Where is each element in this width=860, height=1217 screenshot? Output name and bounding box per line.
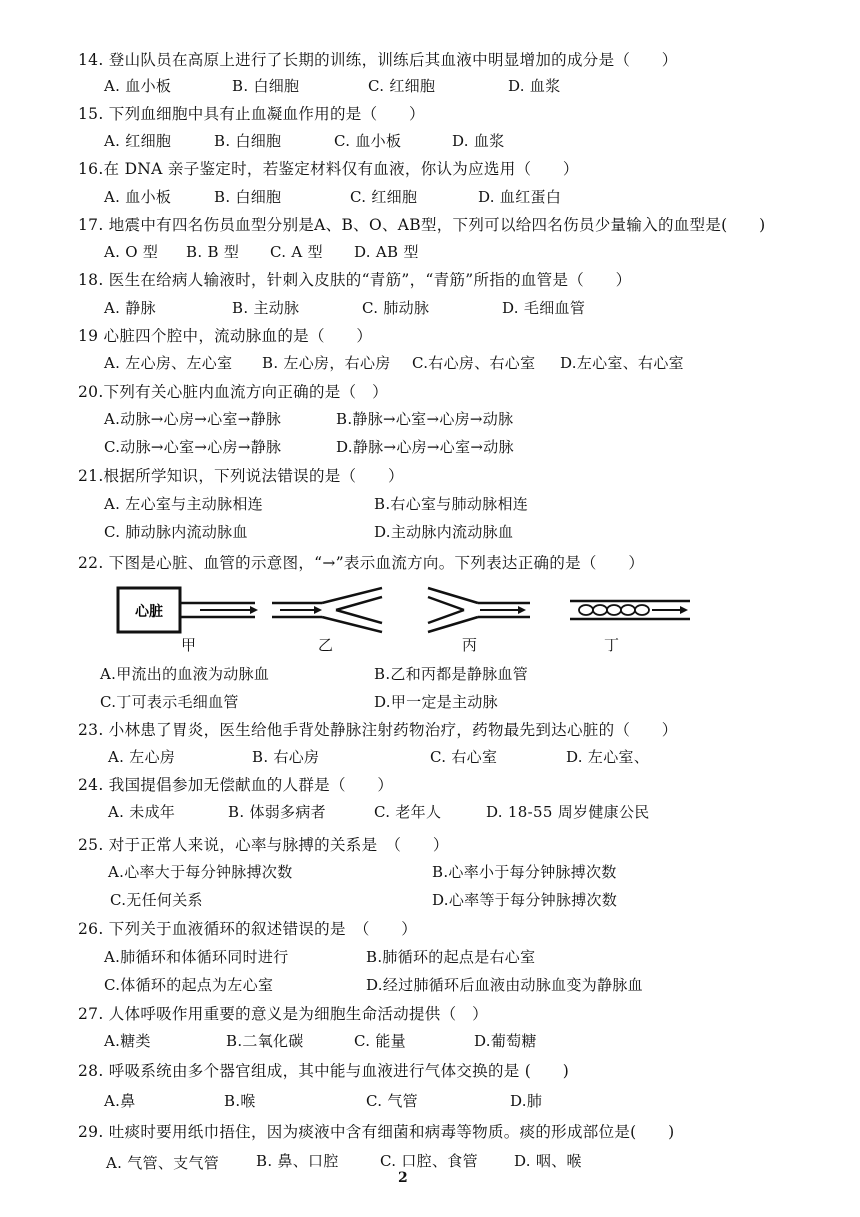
q26-option-c: C.体循环的起点为左心室	[104, 976, 274, 994]
q16-option-c: C. 红细胞	[350, 188, 418, 206]
q29-option-a: A. 气管、支气管	[106, 1154, 220, 1172]
q19-option-c: C.右心房、右心室	[412, 354, 536, 372]
figure-yi	[272, 588, 382, 632]
q25-option-b: B.心率小于每分钟脉搏次数	[432, 863, 617, 881]
figure-jia	[118, 588, 258, 632]
q26-option-a: A.肺循环和体循环同时进行	[104, 948, 289, 966]
q23-option-b: B. 右心房	[252, 748, 320, 766]
q29-option-d: D. 咽、喉	[514, 1152, 582, 1170]
q28-option-a: A.鼻	[104, 1092, 136, 1110]
q17-option-b: B. B 型	[186, 243, 240, 261]
question-17: 17. 地震中有四名伤员血型分别是A、B、O、AB型，下列可以给四名伤员少量输入的血型是( )	[78, 216, 766, 234]
question-29: 29. 吐痰时要用纸巾捂住，因为痰液中含有细菌和病毒等物质。痰的形成部位是( )	[78, 1123, 675, 1141]
q24-option-a: A. 未成年	[108, 803, 176, 821]
heart-label: 心脏	[135, 604, 163, 620]
question-25: 25. 对于正常人来说，心率与脉搏的关系是 （ ）	[78, 836, 449, 854]
question-18: 18. 医生在给病人输液时，针刺入皮肤的“青筋”，“青筋”所指的血管是（ ）	[78, 271, 632, 289]
q24-option-b: B. 体弱多病者	[228, 803, 326, 821]
question-24: 24. 我国提倡参加无偿献血的人群是（ ）	[78, 776, 394, 794]
q15-option-b: B. 白细胞	[214, 132, 282, 150]
q24-option-d: D. 18-55 周岁健康公民	[486, 803, 650, 821]
question-14: 14. 登山队员在高原上进行了长期的训练，训练后其血液中明显增加的成分是（ ）	[78, 51, 678, 69]
q17-option-d: D. AB 型	[354, 243, 419, 261]
figure-label-jia: 甲	[181, 636, 197, 654]
q16-option-d: D. 血红蛋白	[478, 188, 562, 206]
question-26: 26. 下列关于血液循环的叙述错误的是 （ ）	[78, 920, 418, 938]
q15-option-d: D. 血浆	[452, 132, 505, 150]
q25-option-d: D.心率等于每分钟脉搏次数	[432, 891, 618, 909]
figure-ding	[570, 601, 690, 619]
q27-option-a: A.糖类	[104, 1032, 151, 1050]
q19-option-a: A. 左心房、左心室	[104, 354, 233, 372]
q15-option-c: C. 血小板	[334, 132, 402, 150]
q28-option-b: B.喉	[224, 1092, 256, 1110]
question-22: 22. 下图是心脏、血管的示意图，“→”表示血流方向。下列表达正确的是（ ）	[78, 554, 645, 572]
question-16: 16.在 DNA 亲子鉴定时，若鉴定材料仅有血液，你认为应选用（ ）	[78, 160, 579, 178]
q17-option-c: C. A 型	[270, 243, 323, 261]
question-15: 15. 下列血细胞中具有止血凝血作用的是（ ）	[78, 105, 425, 123]
question-20: 20.下列有关心脏内血流方向正确的是（ ）	[78, 383, 388, 401]
q28-option-d: D.肺	[510, 1092, 543, 1110]
figure-label-bing: 丙	[462, 636, 478, 654]
figure-label-ding: 丁	[604, 636, 620, 654]
q21-option-b: B.右心室与肺动脉相连	[374, 495, 529, 513]
q23-option-d: D. 左心室、	[566, 748, 650, 766]
q23-option-c: C. 右心室	[430, 748, 498, 766]
q20-option-d: D.静脉→心房→心室→动脉	[336, 438, 514, 456]
q21-option-d: D.主动脉内流动脉血	[374, 523, 514, 541]
q18-option-c: C. 肺动脉	[362, 299, 430, 317]
q20-option-a: A.动脉→心房→心室→静脉	[104, 410, 282, 428]
q20-option-c: C.动脉→心室→心房→静脉	[104, 438, 282, 456]
figure-bing	[428, 588, 530, 632]
question-23: 23. 小林患了胃炎，医生给他手背处静脉注射药物治疗，药物最先到达心脏的（ ）	[78, 721, 678, 739]
question-27: 27. 人体呼吸作用重要的意义是为细胞生命活动提供（ ）	[78, 1005, 488, 1023]
q24-option-c: C. 老年人	[374, 803, 442, 821]
q26-option-d: D.经过肺循环后血液由动脉血变为静脉血	[366, 976, 643, 994]
q25-option-a: A.心率大于每分钟脉搏次数	[108, 863, 293, 881]
q22-option-c: C.丁可表示毛细血管	[100, 693, 239, 711]
q18-option-b: B. 主动脉	[232, 299, 300, 317]
q17-option-a: A. O 型	[104, 243, 159, 261]
q20-option-b: B.静脉→心室→心房→动脉	[336, 410, 514, 428]
q18-option-d: D. 毛细血管	[502, 299, 586, 317]
q25-option-c: C.无任何关系	[110, 891, 203, 909]
q27-option-d: D.葡萄糖	[474, 1032, 537, 1050]
q28-option-c: C. 气管	[366, 1092, 418, 1110]
q26-option-b: B.肺循环的起点是右心室	[366, 948, 536, 966]
q14-option-c: C. 红细胞	[368, 77, 436, 95]
q22-option-b: B.乙和丙都是静脉血管	[374, 665, 529, 683]
q21-option-c: C. 肺动脉内流动脉血	[104, 523, 248, 541]
q22-option-d: D.甲一定是主动脉	[374, 693, 498, 711]
q29-option-c: C. 口腔、食管	[380, 1152, 478, 1170]
q21-option-a: A. 左心室与主动脉相连	[104, 495, 263, 513]
q27-option-b: B.二氧化碳	[226, 1032, 304, 1050]
q16-option-a: A. 血小板	[104, 188, 172, 206]
q29-option-b: B. 鼻、口腔	[256, 1152, 339, 1170]
q19-option-d: D.左心室、右心室	[560, 354, 684, 372]
q19-option-b: B. 左心房，右心房	[262, 354, 391, 372]
q14-option-b: B. 白细胞	[232, 77, 300, 95]
figure-label-yi: 乙	[318, 636, 334, 654]
q14-option-a: A. 血小板	[104, 77, 172, 95]
question-28: 28. 呼吸系统由多个器官组成，其中能与血液进行气体交换的是 ( )	[78, 1062, 570, 1080]
question-21: 21.根据所学知识，下列说法错误的是（ ）	[78, 467, 404, 485]
q15-option-a: A. 红细胞	[104, 132, 172, 150]
q22-option-a: A.甲流出的血液为动脉血	[100, 665, 270, 683]
q27-option-c: C. 能量	[354, 1032, 406, 1050]
q14-option-d: D. 血浆	[508, 77, 561, 95]
page-number: 2	[398, 1170, 408, 1186]
question-19: 19 心脏四个腔中，流动脉血的是（ ）	[78, 327, 373, 345]
q23-option-a: A. 左心房	[108, 748, 176, 766]
q18-option-a: A. 静脉	[104, 299, 156, 317]
q16-option-b: B. 白细胞	[214, 188, 282, 206]
